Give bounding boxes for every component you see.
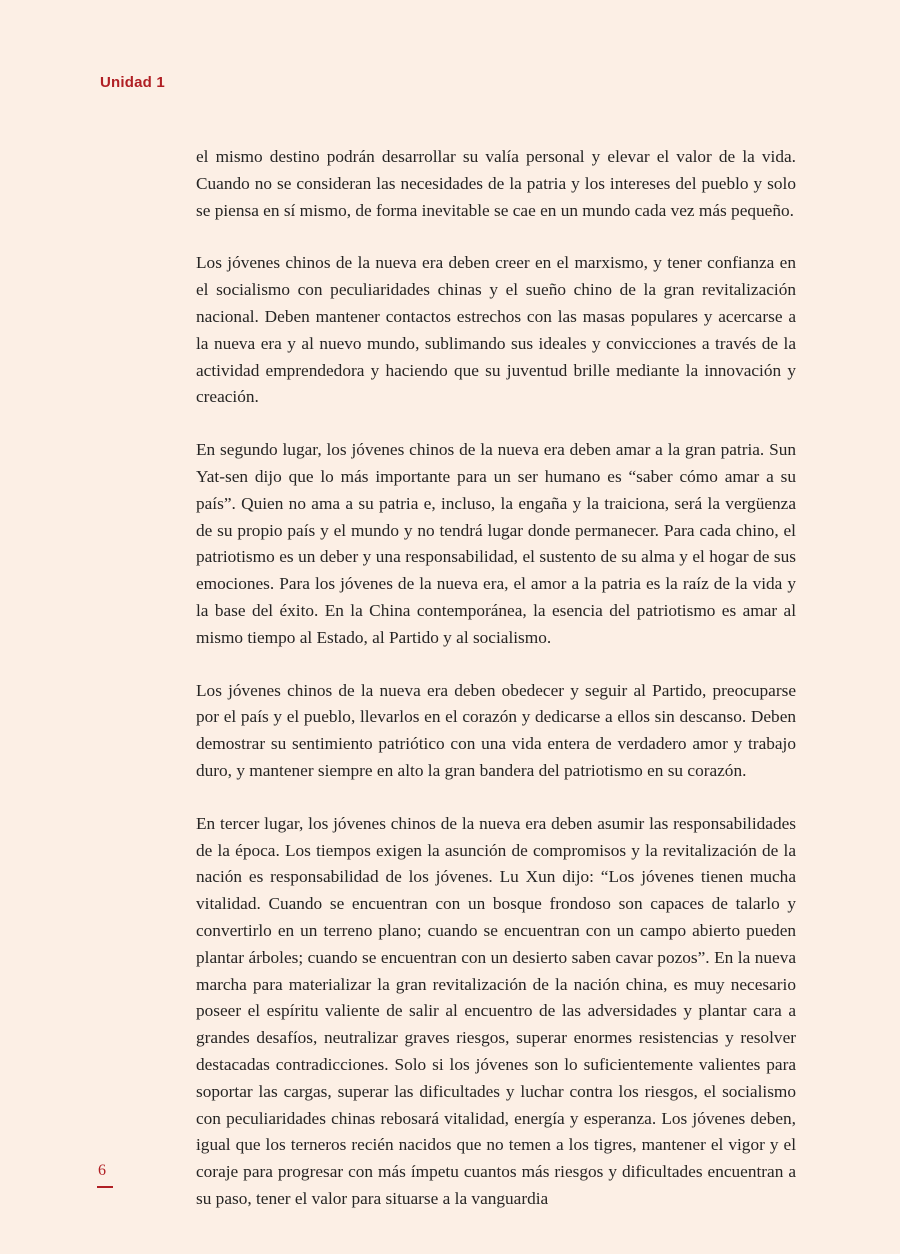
body-text — [196, 144, 796, 1213]
paragraph: En segundo lugar, los jóvenes chinos de la nueva era deben amar a la gran patria. Sun Yat-sen dijo que lo más importante para un ser humano es “saber cómo amar a su país”. Quien no ama a su patria e, incluso, la engaña y la traiciona, será la vergüenza de su propio país y el mundo y no tendrá lugar donde permanecer. Para cada chino, el patriotismo es un deber y una responsabilidad, el sustento de su alma y el hogar de sus emociones. Para los jóvenes de la nueva era, el amor a la patria es la raíz de la vida y la base del éxito. En la China contemporánea, la esencia del patriotismo es amar al mismo tiempo al Estado, al Partido y al socialismo. — [196, 440, 796, 647]
paragraph: el mismo destino podrán desarrollar su valía personal y elevar el valor de la vida. Cuando no se consideran las necesidades de la patria y los intereses del pueblo y solo se piensa en sí mismo, de forma inevitable se cae en un mundo cada vez más pequeño. — [196, 147, 796, 220]
page-number-underline — [97, 1186, 113, 1188]
paragraph: Los jóvenes chinos de la nueva era deben obedecer y seguir al Partido, preocuparse por el país y el pueblo, llevarlos en el corazón y dedicarse a ellos sin descanso. Deben demostrar su sentimiento patriótico con una vida entera de verdadero amor y trabajo duro, y mantener siempre en alto la gran bandera del patriotismo en su corazón. — [196, 680, 796, 780]
unit-header: Unidad 1 — [100, 74, 165, 91]
paragraph: En tercer lugar, los jóvenes chinos de la nueva era deben asumir las responsabilidades de la época. Los tiempos exigen la asunción de compromisos y la revitalización de la nación es responsabilidad de los jóvenes. Lu Xun dijo: “Los jóvenes tienen mucha vitalidad. Cuando se encuentran con un bosque frondoso son capaces de talarlo y convertirlo en un terreno plano; cuando se encuentran con un campo abierto pueden plantar árboles; cuando se encuentran con un desierto saben cavar pozos”. En la nueva marcha para materializar la gran revitalización de la nación china, es muy necesario poseer el espíritu valiente de salir al encuentro de las adversidades y plantar cara a grandes desafíos, neutralizar graves riesgos, superar enormes resistencias y resolver destacadas contradicciones. Solo si los jóvenes son lo suficientemente valientes para soportar las cargas, superar las dificultades y luchar contra los riesgos, el socialismo con peculiaridades chinas rebosará vitalidad, energía y esperanza. Los jóvenes deben, igual que los terneros recién nacidos que no temen a los tigres, mantener el vigor y el coraje para progresar con más ímpetu cuantos más riesgos y dificultades encuentran a su paso, tener el valor para situarse a la vanguardia — [196, 813, 796, 1208]
paragraph: Los jóvenes chinos de la nueva era deben creer en el marxismo, y tener confianza en el socialismo con peculiaridades chinas y el sueño chino de la gran revitalización nacional. Deben mantener contactos estrechos con las masas populares y acercarse a la nueva era y al nuevo mundo, sublimando sus ideales y convicciones a través de la actividad emprendedora y haciendo que su juventud brille mediante la innovación y creación. — [196, 253, 796, 407]
page-number: 6 — [98, 1162, 106, 1179]
